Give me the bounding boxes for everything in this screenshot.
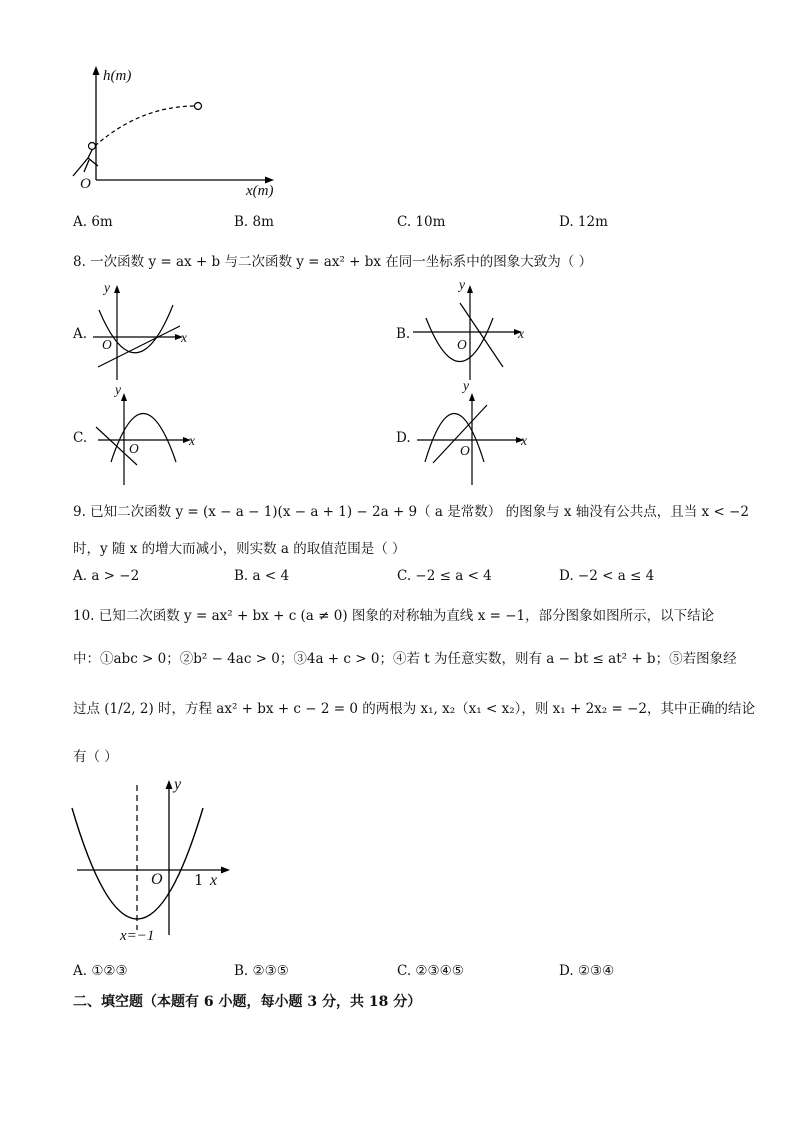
q10-fig-symmetry-label: x=−1 (120, 928, 155, 944)
q8c-x-label: x (189, 433, 195, 448)
q8-stem: 8. 一次函数 y = ax + b 与二次函数 y = ax² + bx 在同一坐标系中的图象大致为（ ） (73, 254, 593, 270)
q9-option-a: A. a > −2 (73, 568, 140, 584)
q8a-x-label: x (181, 330, 187, 345)
q7-option-a: A. 6m (73, 214, 113, 230)
fig7-h-label: h(m) (103, 68, 132, 84)
q10-option-b: B. ②③⑤ (234, 963, 289, 979)
q8c-y-label: y (115, 382, 121, 397)
q8a-y-label: y (104, 280, 110, 295)
q7-option-b: B. 8m (234, 214, 274, 230)
q8b-origin: O (457, 337, 467, 352)
q8b-y-label: y (459, 277, 465, 292)
q9-stem-line1: 9. 已知二次函数 y = (x − a − 1)(x − a + 1) − 2a + 9（ a 是常数） 的图象与 x 轴没有公共点，且当 x < −2 (73, 504, 749, 520)
q10-stem-line4: 有（ ） (73, 749, 118, 765)
q8d-y-label: y (463, 378, 469, 393)
q10-option-a: A. ①②③ (73, 963, 128, 979)
q9-option-c: C. −2 ≤ a < 4 (397, 568, 492, 584)
q10-option-c: C. ②③④⑤ (397, 963, 464, 979)
q8-label-d: D. (396, 430, 411, 446)
q8-label-b: B. (396, 326, 411, 342)
q8d-x-label: x (521, 433, 527, 448)
q7-option-c: C. 10m (397, 214, 446, 230)
q9-option-b: B. a < 4 (234, 568, 290, 584)
q10-fig-tick-1: 1 (194, 871, 204, 889)
q10-fig-origin: O (151, 871, 163, 888)
q8b-x-label: x (518, 326, 524, 341)
q7-option-d: D. 12m (559, 214, 608, 230)
q10-stem-line1: 10. 已知二次函数 y = ax² + bx + c (a ≠ 0) 图象的对称轴为直线 x = −1，部分图象如图所示，以下结论 (73, 608, 715, 624)
q8d-origin: O (460, 443, 470, 458)
q10-stem-line2: 中：①abc > 0；②b² − 4ac > 0；③4a + c > 0；④若 t 为任意实数，则有 a − bt ≤ at² + b；⑤若图象经 (73, 651, 737, 667)
q10-fig-y-label: y (174, 776, 182, 793)
q9-option-d: D. −2 < a ≤ 4 (559, 568, 655, 584)
q10-stem-line3: 过点 (1/2, 2) 时，方程 ax² + bx + c − 2 = 0 的两根为 x₁, x₂（x₁ < x₂），则 x₁ + 2x₂ = −2，其中正确的结论 (73, 701, 755, 717)
q8c-origin: O (129, 441, 139, 456)
q8-label-a: A. (73, 326, 88, 342)
fig7-x-label: x(m) (246, 183, 274, 199)
q8-label-c: C. (73, 430, 88, 446)
q8a-origin: O (102, 337, 112, 352)
section-heading-fill-in: 二、填空题（本题有 6 小题，每小题 3 分，共 18 分） (73, 994, 422, 1010)
q9-stem-line2: 时，y 随 x 的增大而减小，则实数 a 的取值范围是（ ） (73, 541, 406, 557)
fig7-origin: O (80, 176, 91, 192)
q10-option-d: D. ②③④ (559, 963, 615, 979)
q10-fig-x-label: x (210, 872, 218, 889)
